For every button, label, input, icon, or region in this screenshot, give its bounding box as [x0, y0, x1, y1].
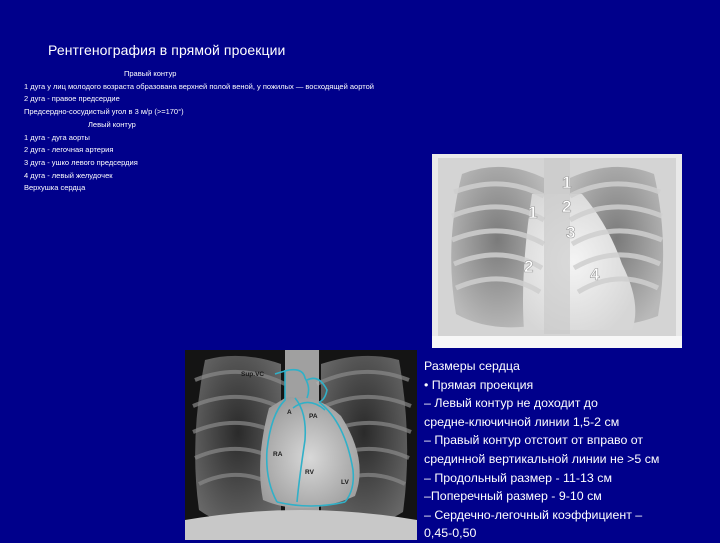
info-line: срединной вертикальной линии не >5 см — [424, 451, 660, 466]
note-line: 2 дуга - легочная артерия — [24, 145, 114, 155]
note-line: 1 дуга у лиц молодого возраста образована верхней полой веной, у пожилых — восходящей аортой — [24, 81, 374, 91]
info-line: средне-ключичной линии 1,5-2 см — [424, 414, 620, 429]
xray-top-label: 3 — [566, 223, 576, 242]
info-line: – Левый контур не доходит до — [424, 396, 598, 411]
note-line: Верхушка сердца — [24, 183, 86, 193]
info-line: – Правый контур отстоит от вправо от — [424, 433, 644, 448]
xray-top-label: 4 — [590, 265, 600, 284]
contour-notes — [24, 68, 374, 195]
info-line: 0,45-0,50 — [424, 526, 477, 541]
xray-top-label: 1 — [562, 173, 572, 192]
note-right-contour-heading: Правый контур — [124, 69, 177, 78]
xray-bottom-label: LV — [341, 479, 349, 486]
info-line: – Сердечно-легочный коэффициент – — [424, 507, 643, 522]
info-line: –Поперечный размер - 9-10 см — [424, 489, 602, 504]
xray-top-drawing — [432, 154, 682, 348]
xray-bottom-label: RV — [305, 469, 314, 476]
note-line: 2 дуга - правое предсердие — [24, 94, 120, 104]
info-line: • Прямая проекция — [424, 377, 534, 392]
xray-top-label: 2 — [562, 197, 572, 216]
chest-xray-contour-image — [185, 350, 417, 540]
xray-bottom-label: PA — [309, 413, 318, 420]
note-line: 1 дуга - дуга аорты — [24, 132, 90, 142]
xray-top-label: 1 — [528, 203, 538, 222]
xray-bottom-label: Sup.VC — [241, 371, 265, 378]
heart-size-info — [424, 357, 716, 543]
chest-xray-arc-numbers-image — [432, 154, 682, 348]
note-line: Предсердно-сосудистый угол в 3 м/р (>=170°) — [24, 107, 184, 117]
note-left-contour-heading: Левый контур — [88, 119, 136, 129]
xray-bottom-drawing — [185, 350, 417, 540]
note-line: 4 дуга - левый желудочек — [24, 170, 113, 180]
xray-bottom-label: RA — [273, 451, 283, 458]
info-heading: Размеры сердца — [424, 359, 520, 373]
note-line: 3 дуга - ушко левого предсердия — [24, 157, 138, 167]
xray-top-label: 2 — [524, 257, 534, 276]
xray-bottom-label: A — [287, 409, 292, 416]
info-line: – Продольный размер - 11-13 см — [424, 470, 612, 485]
page-title: Рентгенография в прямой проекции — [48, 42, 286, 58]
